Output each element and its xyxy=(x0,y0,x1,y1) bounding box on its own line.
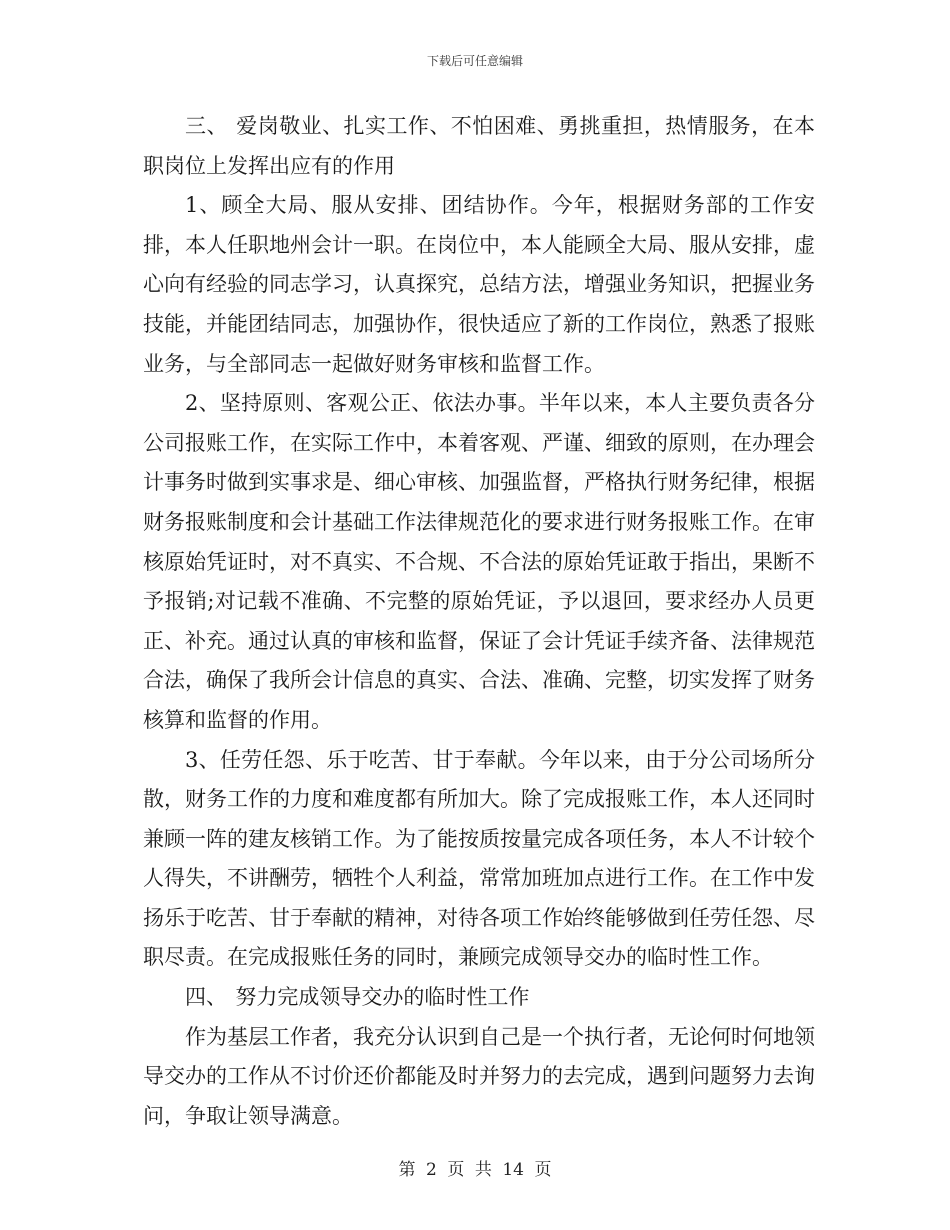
footer-total-prefix: 共 xyxy=(474,1160,492,1180)
section-heading-3 xyxy=(143,107,815,186)
paragraph: 作为基层工作者，我充分认识到自己是一个执行者，无论何时何地领导交办的工作从不讨价还价都能及时并努力的去完成，遇到问题努力去询问，争取让领导满意。 xyxy=(143,1024,815,1128)
footer-page-word: 页 xyxy=(447,1160,465,1180)
paragraph: 1、顾全大局、服从安排、团结协作。今年，根据财务部的工作安排，本人任职地州会计一职。在岗位中，本人能顾全大局、服从安排，虚心向有经验的同志学习，认真探究，总结方法，增强业务知识，把握业务技能，并能团结同志，加强协作，很快适应了新的工作岗位，熟悉了报账业务，与全部同志一起做好财务审核和监督工作。 xyxy=(143,193,815,376)
footer-suffix: 页 xyxy=(534,1160,552,1180)
page-footer xyxy=(0,1155,950,1180)
paragraph: 2、坚持原则、客观公正、依法办事。半年以来，本人主要负责各分公司报账工作，在实际工作中，本着客观、严谨、细致的原则，在办理会计事务时做到实事求是、细心审核、加强监督，严格执行财务纪律，根据财务报账制度和会计基础工作法律规范化的要求进行财务报账工作。在审核原始凭证时，对不真实、不合规、不合法的原始凭证敢于指出，果断不予报销;对记载不准确、不完整的原始凭证，予以退回，要求经办人员更正、补充。通过认真的审核和监督，保证了会计凭证手续齐备、法律规范合法，确保了我所会计信息的真实、合法、准确、完整，切实发挥了财务核算和监督的作用。 xyxy=(143,391,815,732)
section-title: 爱岗敬业、扎实工作、不怕困难、勇挑重担，热情服务，在本职岗位上发挥出应有的作用 xyxy=(143,114,816,178)
footer-prefix: 第 xyxy=(398,1160,416,1180)
current-page-number: 2 xyxy=(426,1160,437,1180)
document-body xyxy=(143,107,815,1136)
section-number: 四、 xyxy=(185,985,227,1010)
section-number: 三、 xyxy=(185,114,228,138)
section-heading-4 xyxy=(143,978,815,1018)
section-title: 努力完成领导交办的临时性工作 xyxy=(235,985,530,1010)
paragraph: 3、任劳任怨、乐于吃苦、甘于奉献。今年以来，由于分公司场所分散，财务工作的力度和难度都有所加大。除了完成报账工作，本人还同时兼顾一阵的建友核销工作。为了能按质按量完成各项任务，本人不计较个人得失，不讲酬劳，牺牲个人利益，常常加班加点进行工作。在工作中发扬乐于吃苦、甘于奉献的精神，对待各项工作始终能够做到任劳任怨、尽职尽责。在完成报账任务的同时，兼顾完成领导交办的临时性工作。 xyxy=(143,747,815,970)
total-pages-number: 14 xyxy=(502,1160,524,1180)
page-header xyxy=(0,52,950,69)
header-note: 下载后可任意编辑 xyxy=(426,54,523,68)
